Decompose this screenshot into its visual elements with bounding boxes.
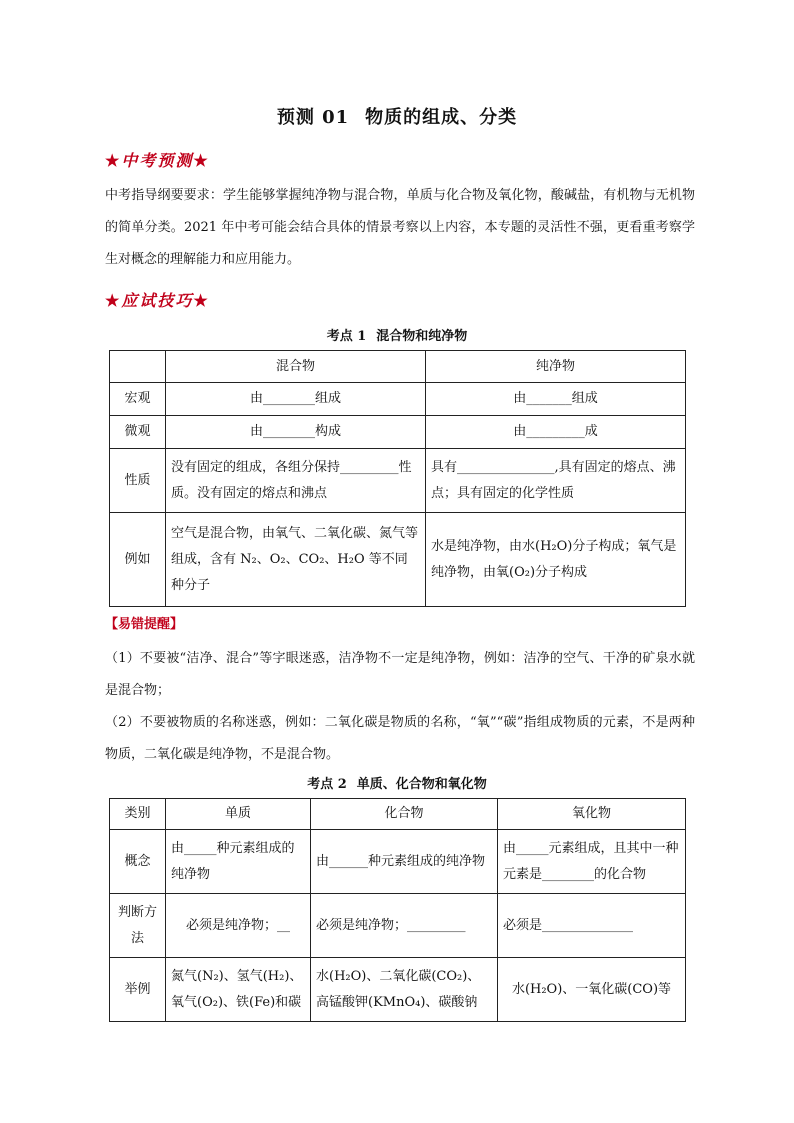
table1-title-text: 混合物和纯净物 [376, 329, 468, 344]
table-row [110, 416, 686, 449]
warning-item-1: （1）不要被“洁净、混合”等字眼迷惑，洁净物不一定是纯净物，例如：洁净的空气、干净的矿泉水就是混合物； [105, 651, 695, 698]
row-label: 举例 [110, 958, 166, 1022]
table-header-cell: 氧化物 [498, 799, 686, 830]
section-heading-forecast [105, 148, 210, 171]
section-heading-text: 应试技巧 [121, 291, 194, 310]
table-row [110, 513, 686, 607]
table-header-cell: 化合物 [311, 799, 498, 830]
table2-title-number: 考点 2 [307, 777, 347, 792]
table-header-row [110, 799, 686, 830]
table-cell: 必须是______________ [498, 894, 686, 958]
table-row [110, 830, 686, 894]
table-cell: 水是纯净物，由水(H₂O)分子构成；氧气是纯净物，由氧(O₂)分子构成 [426, 513, 686, 607]
table-element-compound-oxide [109, 798, 686, 1022]
table-cell: 没有固定的组成，各组分保持_________性质。没有固定的熔点和沸点 [166, 449, 426, 513]
table-header-cell: 纯净物 [426, 351, 686, 383]
star-icon: ★ [105, 291, 122, 310]
title-number: 预测 01 [276, 107, 350, 128]
table-row [110, 383, 686, 416]
row-label: 微观 [110, 416, 166, 449]
warning-item-2: （2）不要被物质的名称迷惑，例如：二氧化碳是物质的名称，“氧”“碳”指组成物质的元素，不是两种物质，二氧化碳是纯净物，不是混合物。 [105, 715, 695, 762]
table-row [110, 958, 686, 1022]
page-title [0, 103, 794, 129]
table1-title [0, 325, 794, 344]
warning-tag: 【易错提醒】 [105, 617, 184, 632]
table-cell: 水(H₂O)、一氧化碳(CO)等 [498, 958, 686, 1022]
section-heading-tips [105, 288, 210, 311]
table-cell: 必须是纯净物；_________ [311, 894, 498, 958]
row-label: 性质 [110, 449, 166, 513]
row-label: 宏观 [110, 383, 166, 416]
table-cell: 由________构成 [166, 416, 426, 449]
star-icon: ★ [193, 291, 210, 310]
star-icon: ★ [105, 151, 122, 170]
row-label: 例如 [110, 513, 166, 607]
table-cell: 氮气(N₂)、氢气(H₂)、氧气(O₂)、铁(Fe)和碳 [166, 958, 311, 1022]
table-header-cell [110, 351, 166, 383]
row-label: 概念 [110, 830, 166, 894]
intro-paragraph: 中考指导纲要要求：学生能够掌握纯净物与混合物，单质与化合物及氧化物，酸碱盐，有机物与无机物的简单分类。2021 年中考可能会结合具体的情景考察以上内容，本专题的灵活性不强，更看重考察学生对概念的理解能力和应用能力。 [105, 188, 695, 267]
table-mixture-pure [109, 350, 686, 607]
table-header-cell: 类别 [110, 799, 166, 830]
table-cell: 由_____元素组成，且其中一种元素是________的化合物 [498, 830, 686, 894]
table-header-row [110, 351, 686, 383]
star-icon: ★ [193, 151, 210, 170]
table-cell: 必须是纯净物；__ [166, 894, 311, 958]
table-cell: 水(H₂O)、二氧化碳(CO₂)、高锰酸钾(KMnO₄)、碳酸钠 [311, 958, 498, 1022]
table2-title-text: 单质、化合物和氧化物 [356, 777, 487, 792]
table1-title-number: 考点 1 [326, 329, 367, 344]
table-cell: 由_______组成 [426, 383, 686, 416]
table-cell: 由________组成 [166, 383, 426, 416]
table-cell: 由______种元素组成的纯净物 [311, 830, 498, 894]
table-row [110, 449, 686, 513]
table-cell: 具有_______________,具有固定的熔点、沸点；具有固定的化学性质 [426, 449, 686, 513]
title-text: 物质的组成、分类 [365, 107, 518, 128]
table-cell: 由_________成 [426, 416, 686, 449]
row-label: 判断方法 [110, 894, 166, 958]
table-cell: 空气是混合物，由氧气、二氧化碳、氮气等组成，含有 N₂、O₂、CO₂、H₂O 等不同种分子 [166, 513, 426, 607]
table-cell: 由_____种元素组成的纯净物 [166, 830, 311, 894]
table-row [110, 894, 686, 958]
table-header-cell: 单质 [166, 799, 311, 830]
table-header-cell: 混合物 [166, 351, 426, 383]
table2-title [0, 773, 794, 792]
section-heading-text: 中考预测 [121, 151, 194, 170]
